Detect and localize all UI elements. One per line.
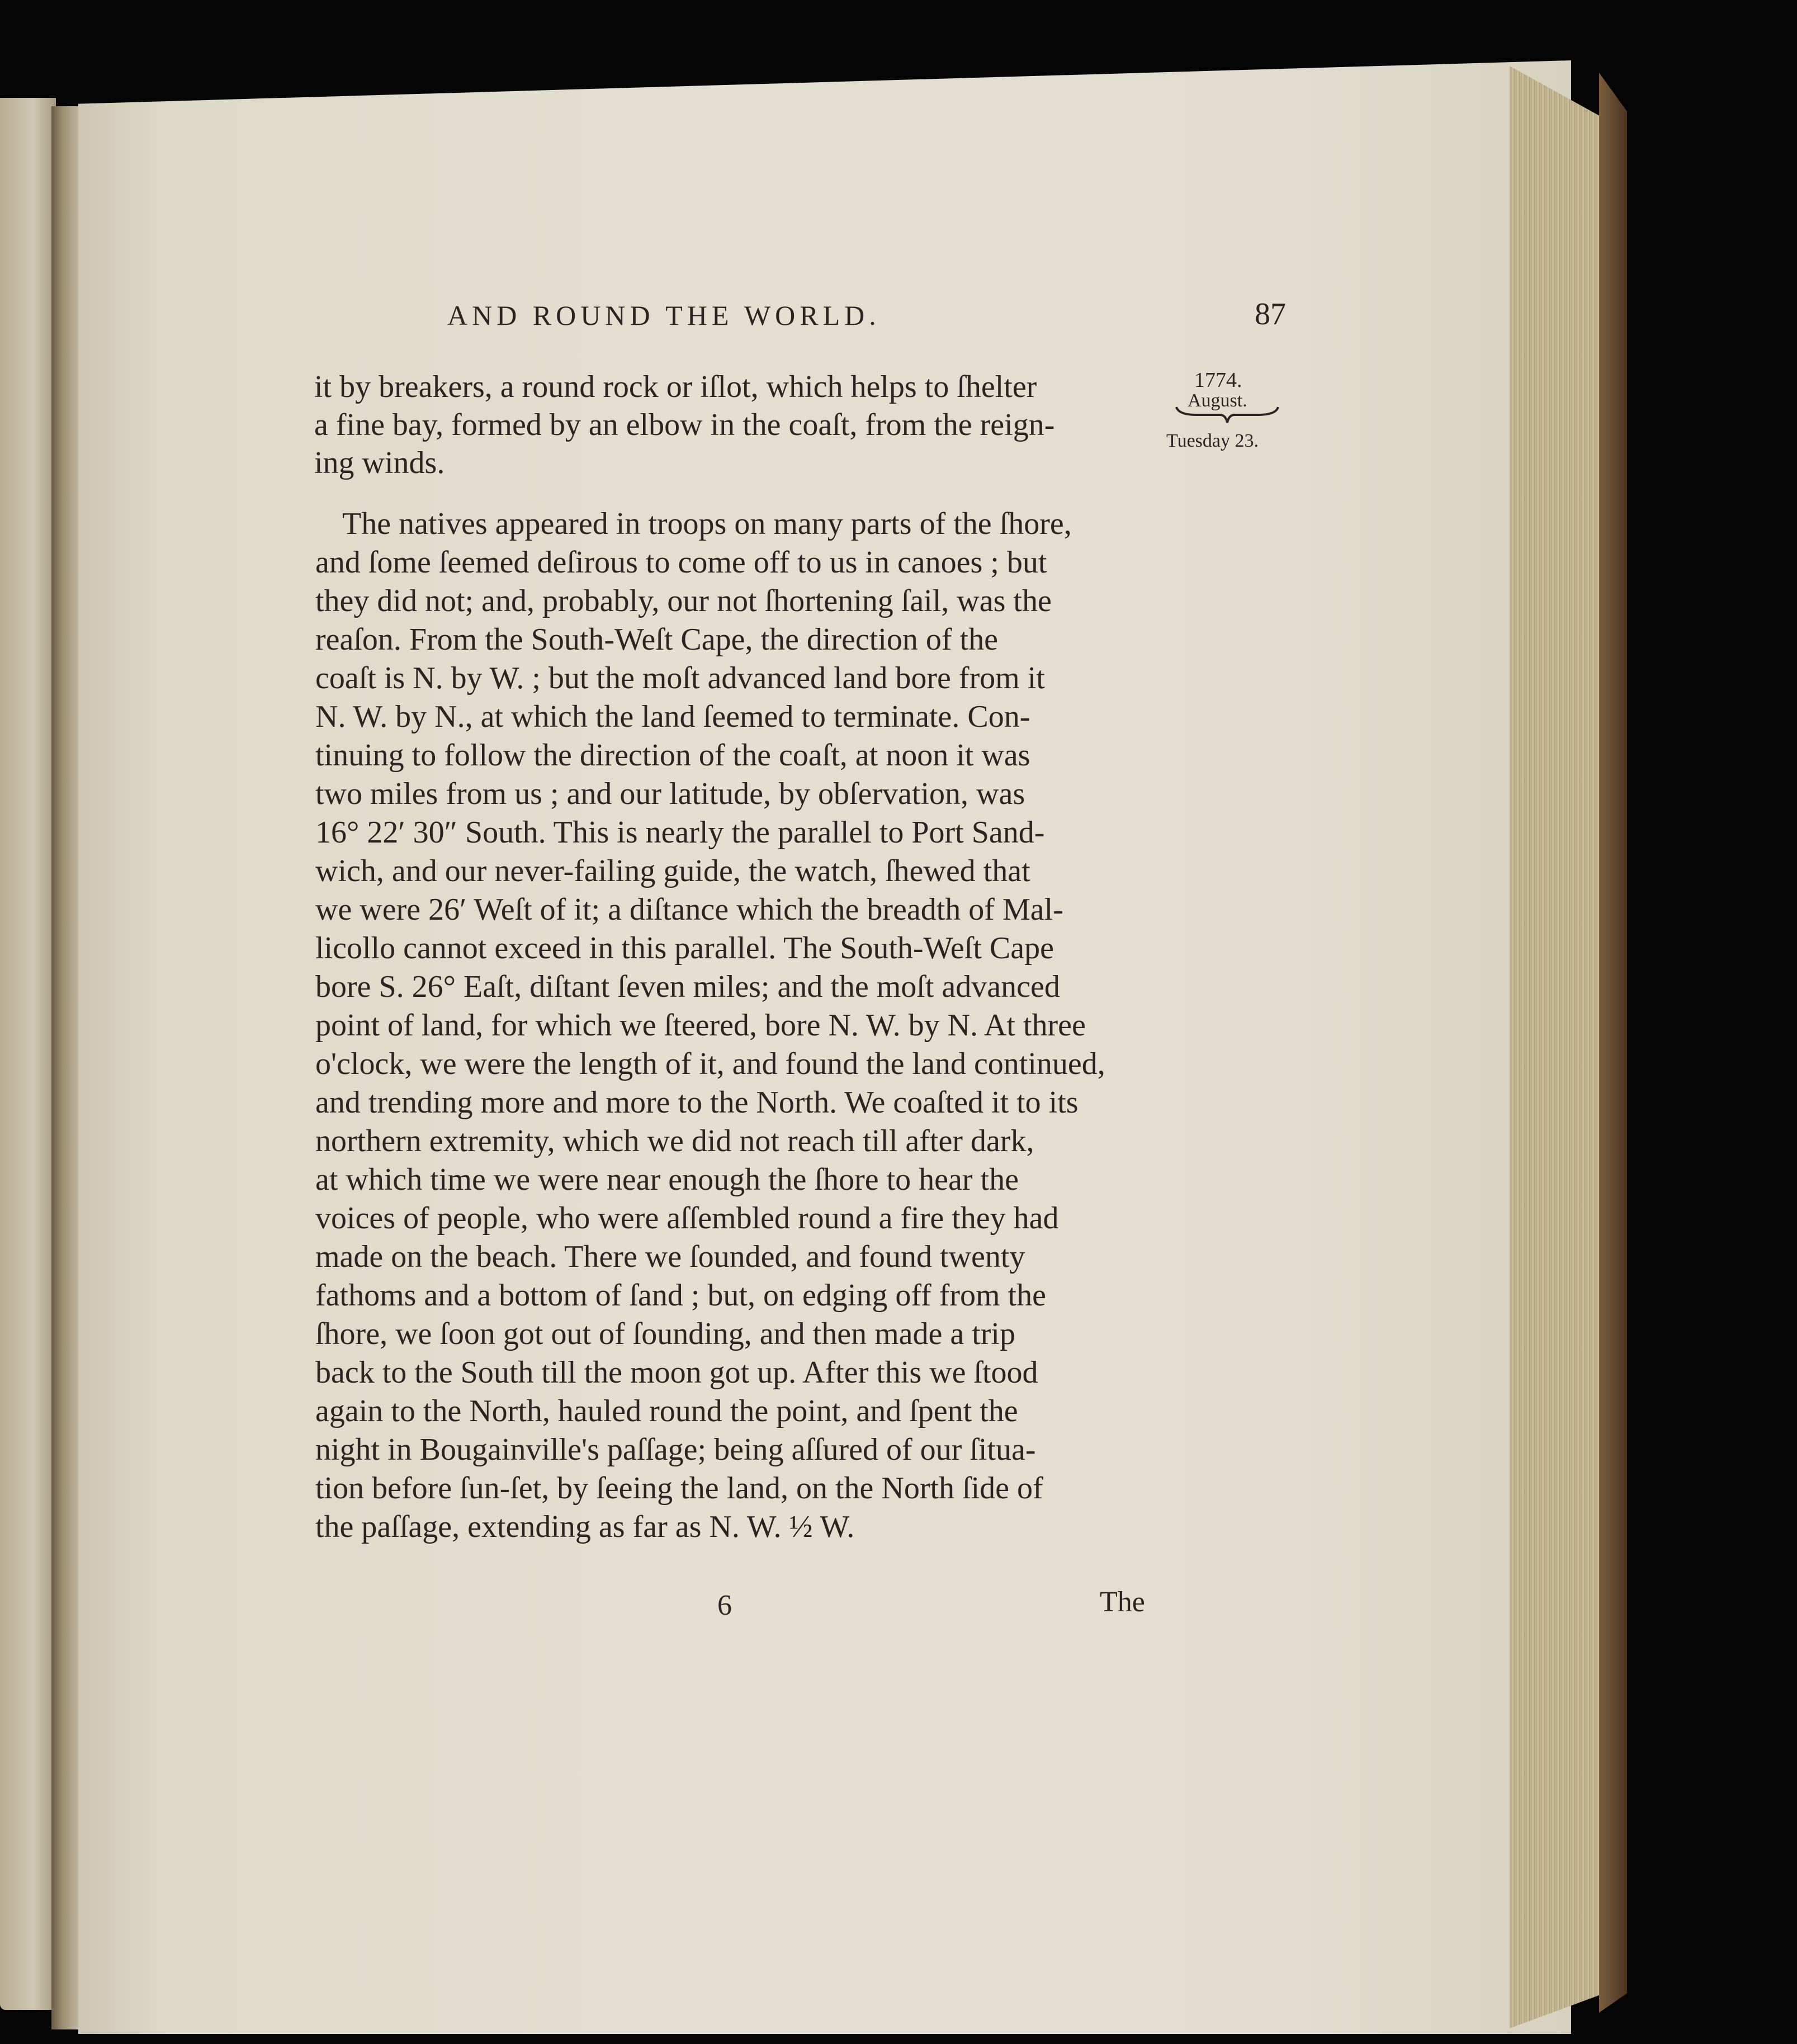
text-line: made on the beach. There we ſounded, and found twenty: [315, 1239, 1025, 1274]
text-line: it by breakers, a round rock or iſlot, which helps to ſhelter: [314, 370, 1037, 404]
text-line: N. W. by N., at which the land ſeemed to terminate. Con-: [315, 699, 1030, 734]
text-line: The natives appeared in troops on many parts of the ſhore,: [342, 507, 1072, 541]
text-line: tion before ſun-ſet, by ſeeing the land, on the North ſide of: [315, 1471, 1043, 1506]
text-line: o'clock, we were the length of it, and found the land continued,: [315, 1047, 1105, 1081]
text-line: night in Bougainville's paſſage; being aſſured of our ſitua-: [315, 1432, 1036, 1467]
text-line: tinuing to follow the direction of the coaſt, at noon it was: [315, 738, 1030, 773]
text-line: northern extremity, which we did not reach till after dark,: [315, 1124, 1034, 1158]
margin-note-year: 1774.: [1194, 368, 1242, 392]
text-line: voices of people, who were aſſembled round a fire they had: [315, 1201, 1059, 1236]
text-line: point of land, for which we ſteered, bore N. W. by N. At three: [315, 1008, 1086, 1043]
text-line: they did not; and, probably, our not ſhortening ſail, was the: [315, 584, 1052, 618]
text-line: back to the South till the moon got up. After this we ſtood: [315, 1355, 1038, 1390]
text-line: reaſon. From the South-Weſt Cape, the direction of the: [315, 622, 998, 657]
left-page-edge: [0, 98, 56, 2010]
text-line: ing winds.: [314, 446, 445, 480]
text-line: a fine bay, formed by an elbow in the coaſt, from the reign-: [314, 408, 1055, 442]
text-line: fathoms and a bottom of ſand ; but, on edging off from the: [315, 1278, 1046, 1313]
text-line: at which time we were near enough the ſhore to hear the: [315, 1162, 1019, 1197]
running-title: AND ROUND THE WORLD.: [447, 300, 881, 331]
text-line: and ſome ſeemed deſirous to come off to us in canoes ; but: [315, 545, 1047, 580]
text-line: 16° 22′ 30″ South. This is nearly the parallel to Port Sand-: [315, 815, 1045, 850]
text-line: bore S. 26° Eaſt, diſtant ſeven miles; and the moſt advanced: [315, 969, 1060, 1004]
signature-mark: 6: [717, 1589, 732, 1621]
catchword: The: [1100, 1586, 1145, 1618]
cover-edge: [1599, 73, 1627, 2013]
text-line: and trending more and more to the North. We coaſted it to its: [315, 1085, 1079, 1120]
margin-note-day: Tuesday 23.: [1166, 430, 1259, 451]
margin-note-month: August.: [1188, 390, 1247, 411]
margin-brace-icon: [1174, 404, 1280, 426]
text-line: two miles from us ; and our latitude, by obſervation, was: [315, 777, 1025, 811]
text-line: we were 26′ Weſt of it; a diſtance which the breadth of Mal-: [315, 892, 1063, 927]
text-line: coaſt is N. by W. ; but the moſt advanced land bore from it: [315, 661, 1045, 695]
text-line: licollo cannot exceed in this parallel. The South-Weſt Cape: [315, 931, 1054, 966]
text-line: ſhore, we ſoon got out of ſounding, and then made a trip: [315, 1317, 1015, 1351]
text-line: the paſſage, extending as far as N. W. ½ W.: [315, 1510, 855, 1544]
text-line: wich, and our never-failing guide, the watch, ſhewed that: [315, 854, 1030, 888]
text-line: again to the North, hauled round the point, and ſpent the: [315, 1394, 1018, 1428]
page-number: 87: [1255, 297, 1286, 332]
